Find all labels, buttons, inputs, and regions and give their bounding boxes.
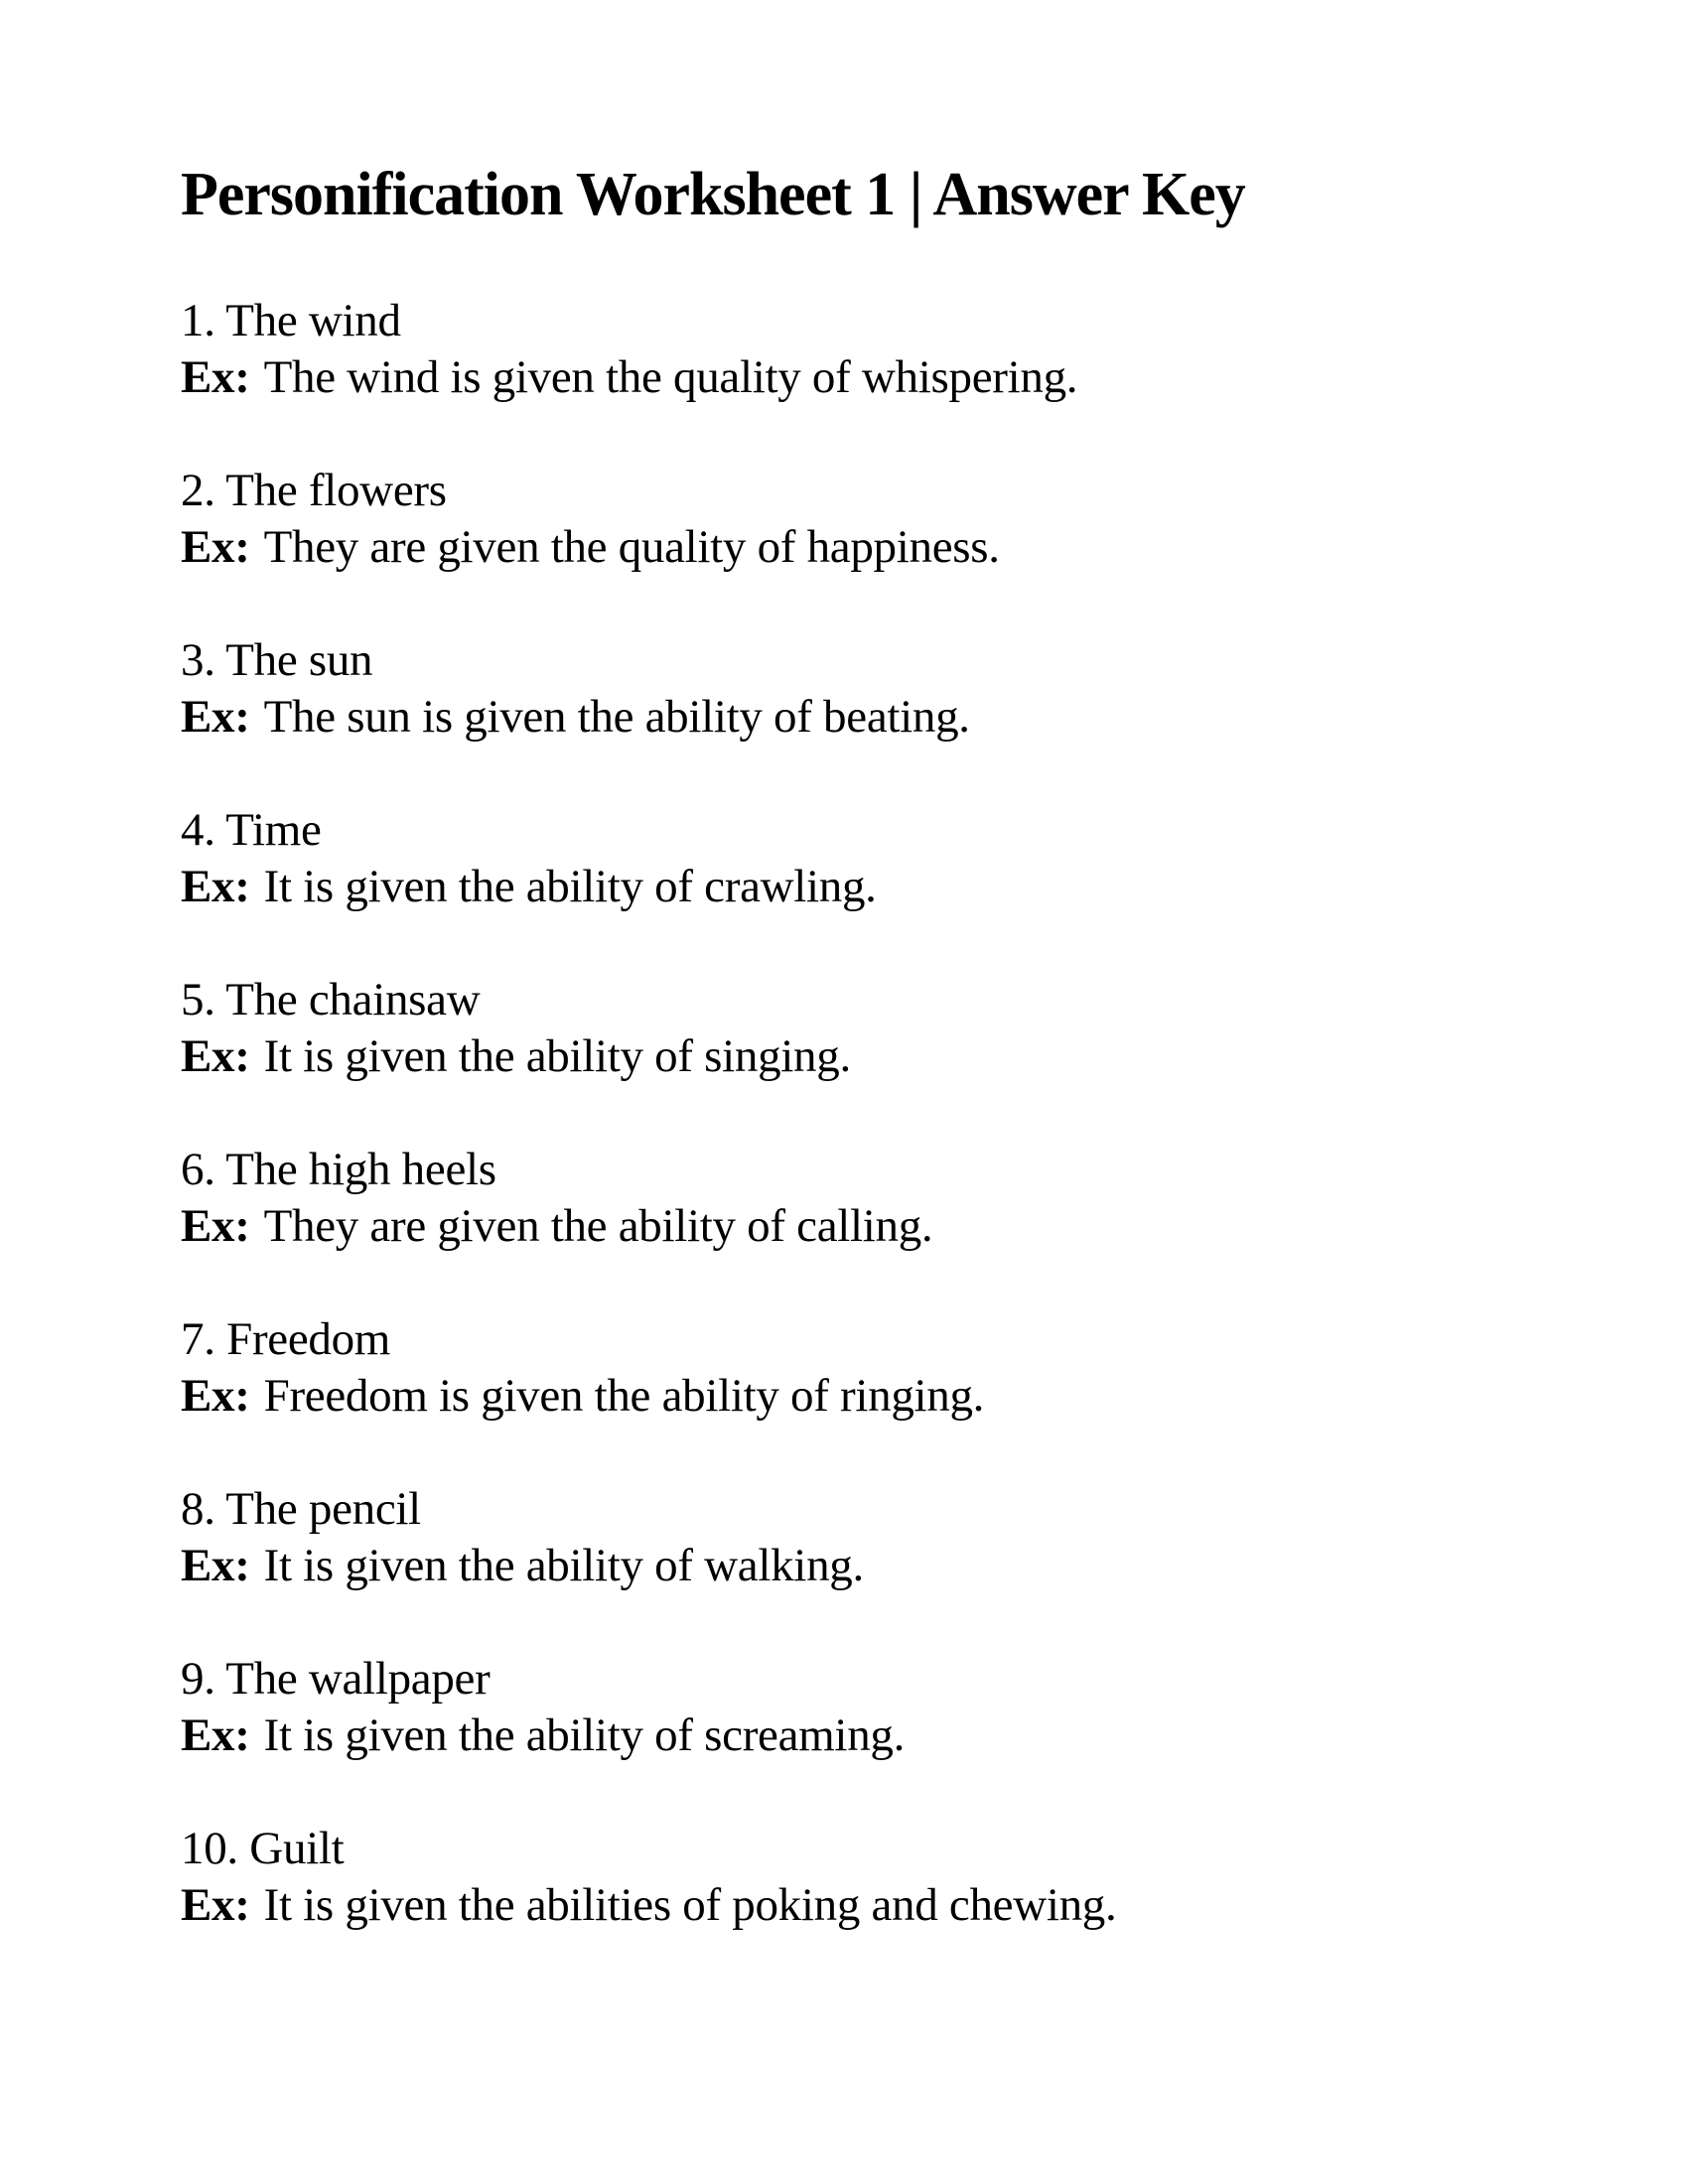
item-subject: 10. Guilt — [181, 1823, 345, 1874]
ex-label: Ex: — [181, 521, 250, 573]
item-answer-text: The sun is given the ability of beating. — [263, 691, 970, 743]
ex-label: Ex: — [181, 1200, 250, 1252]
item-answer-line — [181, 1028, 1549, 1085]
item-subject: 9. The wallpaper — [181, 1653, 491, 1705]
item-subject: 6. The high heels — [181, 1144, 496, 1195]
worksheet-item-2 — [181, 463, 1549, 576]
ex-label: Ex: — [181, 1709, 250, 1761]
worksheet-item-6 — [181, 1142, 1549, 1255]
ex-label: Ex: — [181, 1370, 250, 1422]
item-subject: 7. Freedom — [181, 1313, 391, 1365]
item-answer-text: It is given the ability of screaming. — [263, 1709, 906, 1761]
item-answer-line — [181, 349, 1549, 406]
ex-label: Ex: — [181, 1879, 250, 1931]
item-subject: 1. The wind — [181, 295, 401, 346]
worksheet-item-8 — [181, 1481, 1549, 1594]
item-subject: 4. Time — [181, 804, 322, 856]
item-answer-line — [181, 1877, 1549, 1934]
item-subject: 5. The chainsaw — [181, 974, 481, 1025]
worksheet-item-4 — [181, 802, 1549, 915]
item-answer-text: They are given the ability of calling. — [263, 1200, 933, 1252]
item-answer-line — [181, 689, 1549, 746]
item-subject: 8. The pencil — [181, 1483, 421, 1535]
ex-label: Ex: — [181, 351, 250, 403]
worksheet-item-7 — [181, 1311, 1549, 1425]
item-answer-line — [181, 1707, 1549, 1764]
ex-label: Ex: — [181, 691, 250, 743]
ex-label: Ex: — [181, 1030, 250, 1082]
worksheet-item-5 — [181, 972, 1549, 1085]
item-answer-text: It is given the ability of walking. — [263, 1540, 864, 1591]
item-answer-text: It is given the ability of singing. — [263, 1030, 851, 1082]
ex-label: Ex: — [181, 861, 250, 912]
ex-label: Ex: — [181, 1540, 250, 1591]
item-subject: 3. The sun — [181, 634, 373, 686]
item-answer-text: They are given the quality of happiness. — [263, 521, 1000, 573]
worksheet-item-9 — [181, 1651, 1549, 1764]
item-answer-line — [181, 1198, 1549, 1255]
item-answer-text: Freedom is given the ability of ringing. — [263, 1370, 985, 1422]
worksheet-item-10 — [181, 1821, 1549, 1934]
item-answer-text: It is given the ability of crawling. — [263, 861, 877, 912]
item-answer-line — [181, 1368, 1549, 1425]
worksheet-item-3 — [181, 632, 1549, 746]
item-answer-line — [181, 859, 1549, 915]
item-answer-text: It is given the abilities of poking and chewing. — [263, 1879, 1117, 1931]
item-answer-text: The wind is given the quality of whispering. — [263, 351, 1078, 403]
page-title: Personification Worksheet 1 | Answer Key — [181, 161, 1245, 228]
worksheet-item-1 — [181, 293, 1549, 406]
item-subject: 2. The flowers — [181, 465, 447, 516]
item-answer-line — [181, 519, 1549, 576]
item-answer-line — [181, 1538, 1549, 1594]
